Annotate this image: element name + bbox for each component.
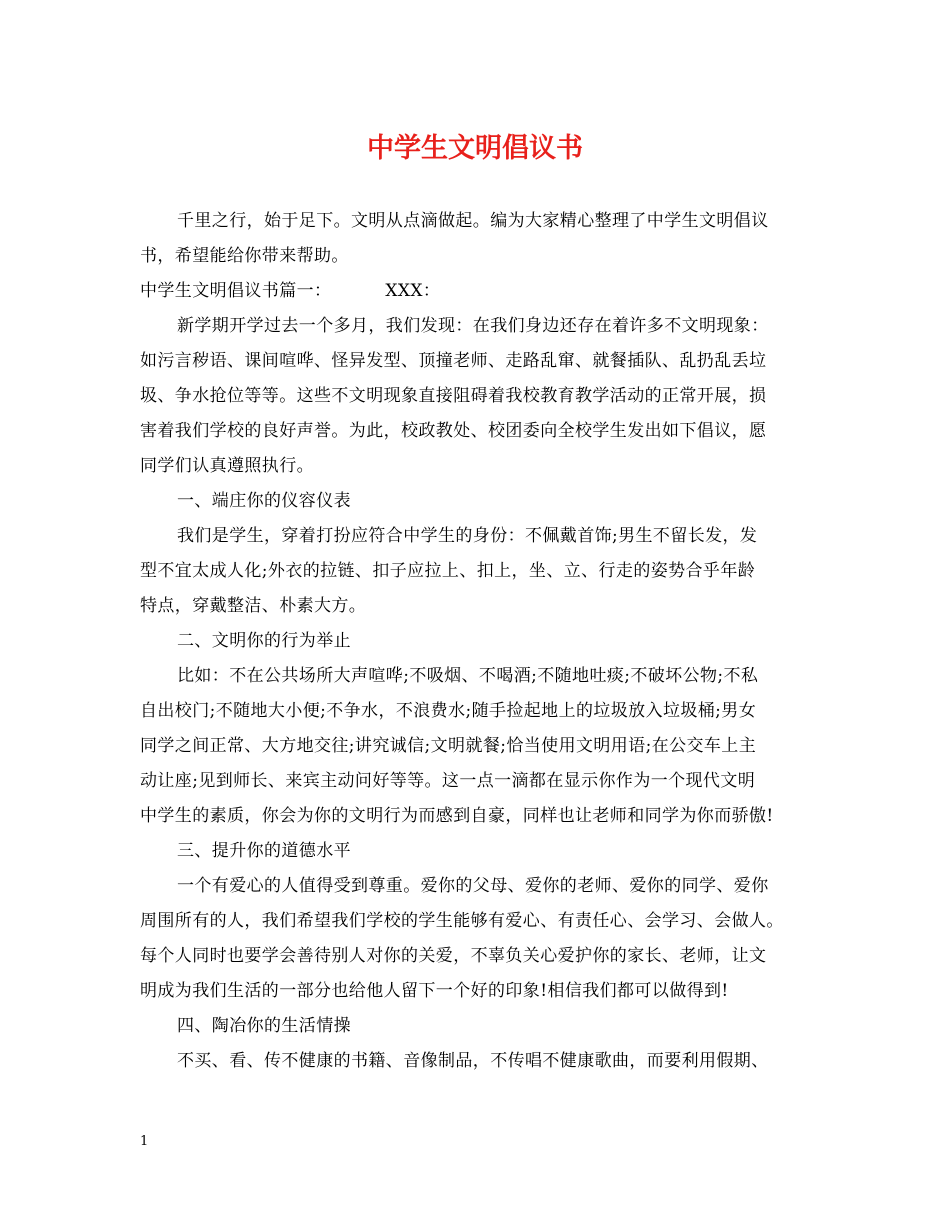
paragraph-line: 同学之间正常、大方地交往;讲究诚信;文明就餐;恰当使用文明用语;在公交车上主 [140, 736, 757, 756]
paragraph-line: 圾、争水抢位等等。这些不文明现象直接阻碍着我校教育教学活动的正常开展，损 [140, 386, 767, 406]
section-heading-four: 四、陶冶你的生活情操 [177, 1016, 351, 1036]
paragraph-line: 型不宜太成人化;外衣的拉链、扣子应拉上、扣上，坐、立、行走的姿势合乎年龄 [140, 561, 756, 581]
paragraph-line: 如污言秽语、课间喧哗、怪异发型、顶撞老师、走路乱窜、就餐插队、乱扔乱丢垃 [140, 351, 767, 371]
salutation-recipient: XXX： [385, 281, 441, 301]
paragraph-line: 同学们认真遵照执行。 [140, 456, 314, 476]
paragraph-line: 周围所有的人，我们希望我们学校的学生能够有爱心、有责任心、会学习、会做人。 [140, 911, 784, 931]
paragraph-line: 一个有爱心的人值得受到尊重。爱你的父母、爱你的老师、爱你的同学、爱你 [177, 876, 769, 896]
paragraph-line: 每个人同时也要学会善待别人对你的关爱，不辜负关心爱护你的家长、老师，让文 [140, 946, 767, 966]
document-body [140, 204, 812, 1079]
paragraph-line: 不买、看、传不健康的书籍、音像制品，不传唱不健康歌曲，而要利用假期、 [177, 1051, 769, 1071]
paragraph-line: 特点，穿戴整洁、朴素大方。 [140, 596, 367, 616]
paragraph-line: 自出校门;不随地大小便;不争水，不浪费水;随手捡起地上的垃圾放入垃圾桶;男女 [140, 701, 757, 721]
paragraph-line: 我们是学生，穿着打扮应符合中学生的身份：不佩戴首饰;男生不留长发，发 [177, 526, 758, 546]
section-heading-three: 三、提升你的道德水平 [177, 841, 351, 861]
section-heading-two: 二、文明你的行为举止 [177, 631, 351, 651]
page-number: 1 [140, 1134, 149, 1149]
paragraph-line: 害着我们学校的良好声誉。为此，校政教处、校团委向全校学生发出如下倡议，愿 [140, 421, 767, 441]
section-heading-letter-one [140, 274, 812, 309]
intro-line-1: 千里之行，始于足下。文明从点滴做起。编为大家精心整理了中学生文明倡议 [177, 211, 769, 231]
paragraph-line: 中学生的素质，你会为你的文明行为而感到自豪，同样也让老师和同学为你而骄傲! [140, 806, 774, 826]
document-title: 中学生文明倡议书 [367, 133, 583, 164]
paragraph-line: 明成为我们生活的一部分也给他人留下一个好的印象!相信我们都可以做得到! [140, 981, 729, 1001]
section-heading-one: 一、端庄你的仪容仪表 [177, 491, 351, 511]
paragraph-line: 新学期开学过去一个多月，我们发现：在我们身边还存在着许多不文明现象： [177, 316, 769, 336]
paragraph-line: 比如：不在公共场所大声喧哗;不吸烟、不喝酒;不随地吐痰;不破坏公物;不私 [177, 666, 759, 686]
letter-one-label: 中学生文明倡议书篇一： [140, 281, 332, 301]
paragraph-line: 动让座;见到师长、来宾主动问好等等。这一点一滴都在显示你作为一个现代文明 [140, 771, 756, 791]
intro-line-2: 书，希望能给你带来帮助。 [140, 246, 349, 266]
